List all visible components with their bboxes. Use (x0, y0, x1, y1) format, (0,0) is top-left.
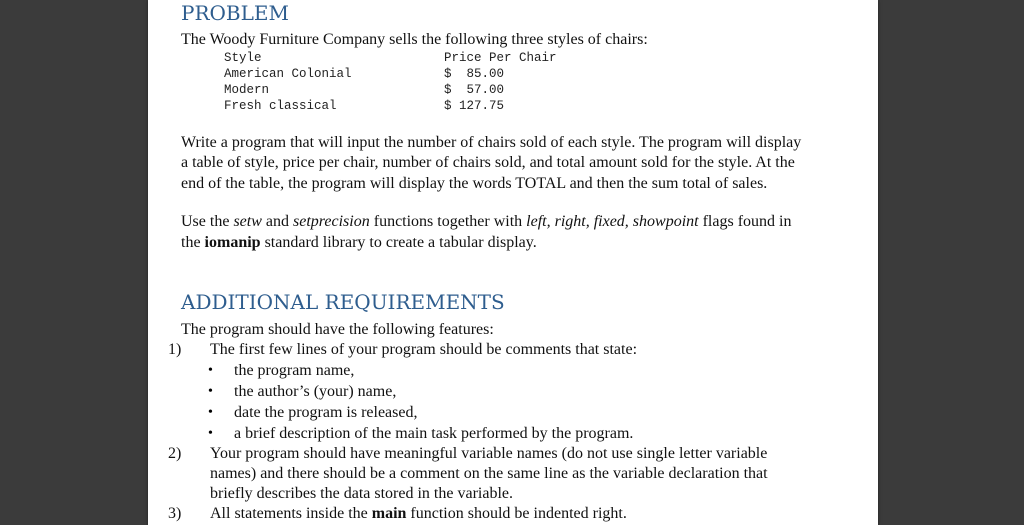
bullet-icon: • (208, 384, 213, 399)
table-row-price: $ 85.00 (444, 67, 505, 81)
bullet-icon: • (208, 405, 213, 420)
item2-line: Your program should have meaningful variable names (do not use single letter variable (210, 445, 768, 462)
text-run: standard library to create a tabular display. (260, 234, 537, 251)
table-row-style: Modern (224, 83, 270, 97)
text-run: Use the (181, 213, 234, 230)
text-run: All statements inside the (210, 505, 372, 522)
setw-term: setw (233, 213, 262, 230)
table-row-style: American Colonial (224, 67, 352, 81)
table-header-price: Price Per Chair (444, 51, 557, 65)
para1-line: a table of style, price per chair, number of chairs sold, and total amount sold for the style. At the (181, 154, 795, 171)
additional-intro: The program should have the following features: (181, 321, 494, 338)
text-run: and (261, 213, 293, 230)
text-run: flags found in (698, 213, 792, 230)
item-number: 1) (168, 341, 182, 358)
text-run: the (181, 234, 205, 251)
item-number: 3) (168, 505, 182, 522)
item3-text (210, 504, 627, 524)
text-run: functions together with (369, 213, 527, 230)
document-page (148, 0, 878, 525)
bullet-text: the program name, (234, 362, 355, 379)
para2-line2 (181, 233, 537, 253)
iomanip-term: iomanip (204, 234, 261, 251)
main-term: main (371, 505, 407, 522)
problem-heading: PROBLEM (181, 1, 289, 25)
table-row-price: $ 57.00 (444, 83, 505, 97)
item2-line: names) and there should be a comment on the same line as the variable declaration that (210, 465, 768, 482)
item2-line: briefly describes the data stored in the variable. (210, 485, 513, 502)
bullet-icon: • (208, 363, 213, 378)
bullet-text: date the program is released, (234, 404, 418, 421)
table-row-style: Fresh classical (224, 99, 337, 113)
setprecision-term: setprecision (293, 213, 370, 230)
bullet-icon: • (208, 426, 213, 441)
text-run: function should be indented right. (406, 505, 627, 522)
flags-terms: left, right, fixed, showpoint (526, 213, 699, 230)
problem-intro: The Woody Furniture Company sells the following three styles of chairs: (181, 31, 648, 48)
para2-line1 (181, 212, 791, 232)
table-header-style: Style (224, 51, 262, 65)
para1-line: end of the table, the program will display the words TOTAL and then the sum total of sales. (181, 175, 768, 192)
item1-text: The first few lines of your program should be comments that state: (210, 341, 638, 358)
bullet-text: the author’s (your) name, (234, 383, 397, 400)
para1-line: Write a program that will input the number of chairs sold of each style. The program will display (181, 134, 802, 151)
bullet-text: a brief description of the main task performed by the program. (234, 425, 634, 442)
item-number: 2) (168, 445, 182, 462)
table-row-price: $ 127.75 (444, 99, 505, 113)
additional-heading: ADDITIONAL REQUIREMENTS (181, 290, 505, 314)
